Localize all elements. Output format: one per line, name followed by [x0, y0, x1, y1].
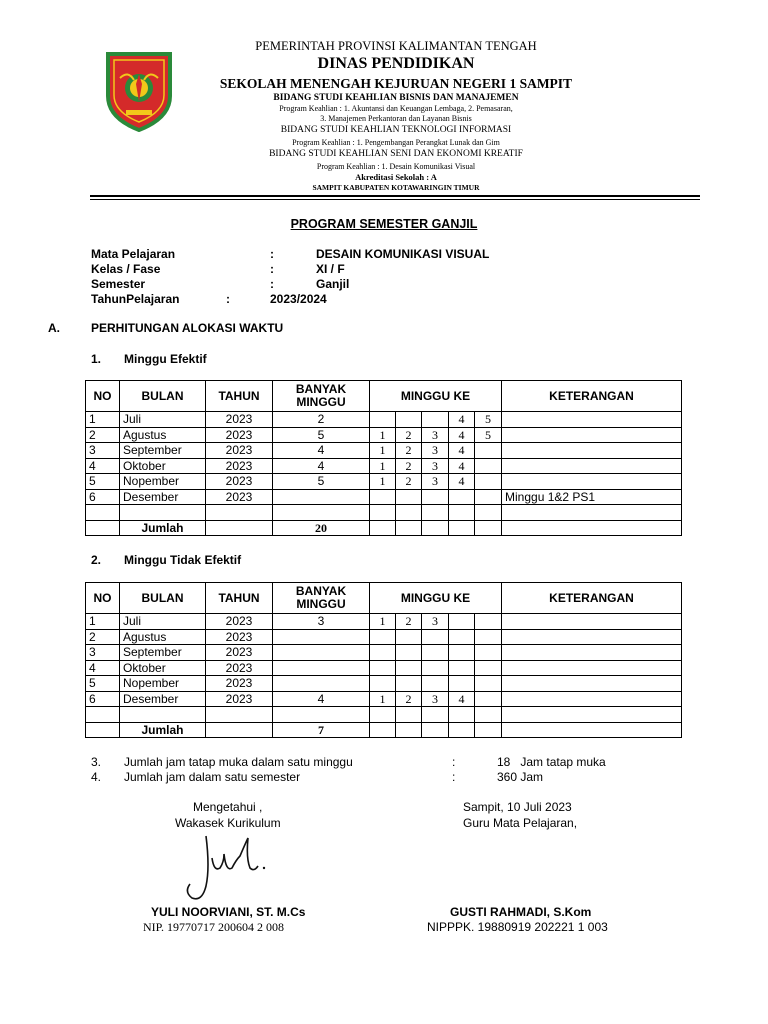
sub1-title: Minggu Efektif	[124, 352, 207, 366]
col-header-month: BULAN	[120, 583, 206, 614]
section-a-title: PERHITUNGAN ALOKASI WAKTU	[91, 321, 284, 335]
header-accreditation: Akreditasi Sekolah : A	[355, 172, 437, 182]
year-cell: 2023	[206, 629, 273, 645]
notes-cell	[502, 676, 682, 692]
month-cell: Nopember	[120, 676, 206, 692]
table-row	[86, 691, 682, 707]
row-number: 6	[86, 489, 120, 505]
header-program-business-2: 3. Manajemen Perkantoran dan Layanan Bisnis	[320, 114, 472, 123]
notes-cell	[502, 458, 682, 474]
left-acknowledged: Mengetahui ,	[193, 800, 263, 814]
week-cell	[370, 645, 396, 661]
month-cell: September	[120, 645, 206, 661]
row-number: 4	[86, 660, 120, 676]
header-program-business: Program Keahlian : 1. Akuntansi dan Keuangan Lembaga, 2. Pemasaran,	[279, 104, 513, 113]
week-cell	[422, 645, 449, 661]
table-row	[86, 458, 682, 474]
year-cell: 2023	[206, 691, 273, 707]
week-count-cell	[273, 645, 370, 661]
month-cell: Agustus	[120, 629, 206, 645]
meta-semester-label: Semester	[91, 277, 146, 291]
item4-text: Jumlah jam dalam satu semester	[124, 770, 301, 784]
provincial-emblem-logo	[104, 48, 174, 132]
row-number: 6	[86, 691, 120, 707]
week-cell: 3	[422, 427, 449, 443]
week-cell	[475, 691, 502, 707]
col-header-year: TAHUN	[206, 583, 273, 614]
section-a-letter: A.	[48, 321, 60, 335]
week-cell	[422, 489, 449, 505]
week-cell	[449, 489, 475, 505]
total-value: 7	[273, 722, 370, 738]
week-cell: 4	[449, 427, 475, 443]
meta-class-value: XI / F	[316, 262, 345, 276]
week-cell	[370, 489, 396, 505]
row-number: 1	[86, 614, 120, 630]
header-program-arts: Program Keahlian : 1. Desain Komunikasi Visual	[316, 162, 476, 171]
meta-year-label: TahunPelajaran	[91, 292, 180, 306]
left-signer-id: NIP. 19770717 200604 2 008	[143, 920, 285, 934]
blank-row	[86, 505, 682, 521]
left-signer-name: YULI NOORVIANI, ST. M.Cs	[151, 905, 306, 919]
notes-cell: Minggu 1&2 PS1	[502, 489, 682, 505]
week-cell	[396, 489, 422, 505]
week-cell	[370, 660, 396, 676]
table-row	[86, 474, 682, 490]
week-cell	[475, 629, 502, 645]
week-cell	[449, 614, 475, 630]
row-number: 3	[86, 645, 120, 661]
meta-class-label: Kelas / Fase	[91, 262, 161, 276]
effective-weeks-table	[85, 380, 682, 536]
meta-subject-value: DESAIN KOMUNIKASI VISUAL	[316, 247, 490, 261]
week-cell: 2	[396, 691, 422, 707]
table-row	[86, 443, 682, 459]
col-header-week-of: MINGGU KE	[370, 381, 502, 412]
week-count-cell: 5	[273, 427, 370, 443]
header-field-business: BIDANG STUDI KEAHLIAN BISNIS DAN MANAJEMEN	[273, 93, 519, 103]
table-row	[86, 614, 682, 630]
row-number: 5	[86, 676, 120, 692]
week-cell: 3	[422, 458, 449, 474]
month-cell: Oktober	[120, 458, 206, 474]
month-cell: September	[120, 443, 206, 459]
week-cell: 1	[370, 614, 396, 630]
year-cell: 2023	[206, 645, 273, 661]
header-rule-thin	[90, 199, 700, 200]
week-cell: 2	[396, 427, 422, 443]
total-label: Jumlah	[120, 520, 206, 536]
week-cell	[449, 676, 475, 692]
week-cell	[422, 660, 449, 676]
left-position: Wakasek Kurikulum	[175, 816, 281, 830]
col-header-year: TAHUN	[206, 381, 273, 412]
table-row	[86, 412, 682, 428]
header-rule-thick	[90, 195, 700, 197]
header-program-it: Program Keahlian : 1. Pengembangan Perangkat Lunak dan Gim	[292, 138, 500, 147]
meta-class-sep: :	[270, 262, 274, 276]
row-number: 3	[86, 443, 120, 459]
week-count-cell: 4	[273, 458, 370, 474]
week-cell	[449, 645, 475, 661]
week-cell	[475, 614, 502, 630]
year-cell: 2023	[206, 676, 273, 692]
meta-subject-sep: :	[270, 247, 274, 261]
non-effective-weeks-table	[85, 582, 682, 738]
item4-value: 360 Jam	[497, 770, 544, 784]
week-count-cell: 4	[273, 443, 370, 459]
week-cell: 2	[396, 443, 422, 459]
notes-cell	[502, 412, 682, 428]
meta-year-value: 2023/2024	[270, 292, 327, 306]
week-count-cell: 2	[273, 412, 370, 428]
week-cell	[396, 676, 422, 692]
week-cell: 4	[449, 691, 475, 707]
header-government: PEMERINTAH PROVINSI KALIMANTAN TENGAH	[255, 39, 537, 53]
total-value: 20	[273, 520, 370, 536]
week-cell: 3	[422, 474, 449, 490]
week-count-cell	[273, 660, 370, 676]
row-number: 1	[86, 412, 120, 428]
week-cell: 4	[449, 443, 475, 459]
total-row	[86, 722, 682, 738]
week-cell: 4	[449, 412, 475, 428]
week-cell	[449, 629, 475, 645]
right-position: Guru Mata Pelajaran,	[463, 816, 578, 830]
sub2-number: 2.	[91, 553, 102, 567]
week-cell: 4	[449, 458, 475, 474]
table-row	[86, 676, 682, 692]
right-signer-id: NIPPPK. 19880919 202221 1 003	[427, 920, 608, 934]
table-row	[86, 427, 682, 443]
week-cell	[370, 629, 396, 645]
month-cell: Agustus	[120, 427, 206, 443]
item3-number: 3.	[91, 755, 102, 769]
item4-sep: :	[452, 770, 456, 784]
row-number: 2	[86, 427, 120, 443]
week-cell: 1	[370, 443, 396, 459]
col-header-week-count: BANYAK MINGGU	[273, 583, 370, 614]
meta-semester-sep: :	[270, 277, 274, 291]
notes-cell	[502, 660, 682, 676]
year-cell: 2023	[206, 458, 273, 474]
week-count-cell	[273, 676, 370, 692]
week-cell: 2	[396, 474, 422, 490]
total-row	[86, 520, 682, 536]
week-cell: 2	[396, 614, 422, 630]
document-title: PROGRAM SEMESTER GANJIL	[290, 217, 478, 231]
week-cell: 5	[475, 427, 502, 443]
header-field-it: BIDANG STUDI KEAHLIAN TEKNOLOGI INFORMASI	[280, 125, 512, 135]
week-count-cell	[273, 629, 370, 645]
week-cell	[475, 474, 502, 490]
header-agency: DINAS PENDIDIKAN	[317, 55, 475, 72]
notes-cell	[502, 474, 682, 490]
week-cell: 3	[422, 443, 449, 459]
right-signer-name: GUSTI RAHMADI, S.Kom	[450, 905, 592, 919]
handwritten-signature	[176, 828, 286, 908]
week-cell: 1	[370, 427, 396, 443]
week-cell	[422, 412, 449, 428]
week-cell	[475, 443, 502, 459]
week-cell	[396, 412, 422, 428]
blank-row	[86, 707, 682, 723]
week-cell	[449, 660, 475, 676]
week-count-cell: 4	[273, 691, 370, 707]
week-cell	[396, 629, 422, 645]
col-header-notes: KETERANGAN	[502, 583, 682, 614]
col-header-week-count: BANYAK MINGGU	[273, 381, 370, 412]
week-cell: 3	[422, 691, 449, 707]
notes-cell	[502, 629, 682, 645]
notes-cell	[502, 691, 682, 707]
week-cell	[475, 489, 502, 505]
month-cell: Desember	[120, 489, 206, 505]
week-cell: 1	[370, 691, 396, 707]
right-place-date: Sampit, 10 Juli 2023	[463, 800, 572, 814]
row-number: 5	[86, 474, 120, 490]
week-cell	[370, 676, 396, 692]
meta-semester-value: Ganjil	[316, 277, 350, 291]
week-cell	[396, 645, 422, 661]
table-row	[86, 645, 682, 661]
week-cell	[475, 676, 502, 692]
month-cell: Oktober	[120, 660, 206, 676]
item3-text: Jumlah jam tatap muka dalam satu minggu	[124, 755, 353, 769]
month-cell: Desember	[120, 691, 206, 707]
year-cell: 2023	[206, 412, 273, 428]
week-cell: 4	[449, 474, 475, 490]
year-cell: 2023	[206, 489, 273, 505]
week-cell: 3	[422, 614, 449, 630]
week-cell	[370, 412, 396, 428]
header-school: SEKOLAH MENENGAH KEJURUAN NEGERI 1 SAMPIT	[219, 76, 573, 91]
month-cell: Juli	[120, 412, 206, 428]
col-header-week-of: MINGGU KE	[370, 583, 502, 614]
header-location: SAMPIT KABUPATEN KOTAWARINGIN TIMUR	[312, 183, 480, 192]
week-cell: 2	[396, 458, 422, 474]
week-cell	[475, 458, 502, 474]
month-cell: Juli	[120, 614, 206, 630]
week-cell: 1	[370, 458, 396, 474]
year-cell: 2023	[206, 660, 273, 676]
header-field-arts: BIDANG STUDI KEAHLIAN SENI DAN EKONOMI KREATIF	[269, 149, 523, 159]
col-header-notes: KETERANGAN	[502, 381, 682, 412]
week-cell	[422, 676, 449, 692]
year-cell: 2023	[206, 443, 273, 459]
week-cell	[475, 660, 502, 676]
col-header-no: NO	[86, 381, 120, 412]
week-cell	[396, 660, 422, 676]
week-cell: 1	[370, 474, 396, 490]
month-cell: Nopember	[120, 474, 206, 490]
item3-sep: :	[452, 755, 456, 769]
item3-value: 18 Jam tatap muka	[497, 755, 606, 769]
total-label: Jumlah	[120, 722, 206, 738]
week-count-cell: 5	[273, 474, 370, 490]
week-cell	[475, 645, 502, 661]
row-number: 2	[86, 629, 120, 645]
col-header-month: BULAN	[120, 381, 206, 412]
table-row	[86, 489, 682, 505]
col-header-no: NO	[86, 583, 120, 614]
table-row	[86, 629, 682, 645]
year-cell: 2023	[206, 427, 273, 443]
sub1-number: 1.	[91, 352, 102, 366]
item4-number: 4.	[91, 770, 102, 784]
week-count-cell	[273, 489, 370, 505]
meta-year-sep: :	[226, 292, 230, 306]
row-number: 4	[86, 458, 120, 474]
year-cell: 2023	[206, 474, 273, 490]
week-cell	[422, 629, 449, 645]
year-cell: 2023	[206, 614, 273, 630]
notes-cell	[502, 427, 682, 443]
table-row	[86, 660, 682, 676]
notes-cell	[502, 443, 682, 459]
notes-cell	[502, 614, 682, 630]
week-count-cell: 3	[273, 614, 370, 630]
meta-subject-label: Mata Pelajaran	[91, 247, 176, 261]
week-cell: 5	[475, 412, 502, 428]
notes-cell	[502, 645, 682, 661]
sub2-title: Minggu Tidak Efektif	[124, 553, 242, 567]
